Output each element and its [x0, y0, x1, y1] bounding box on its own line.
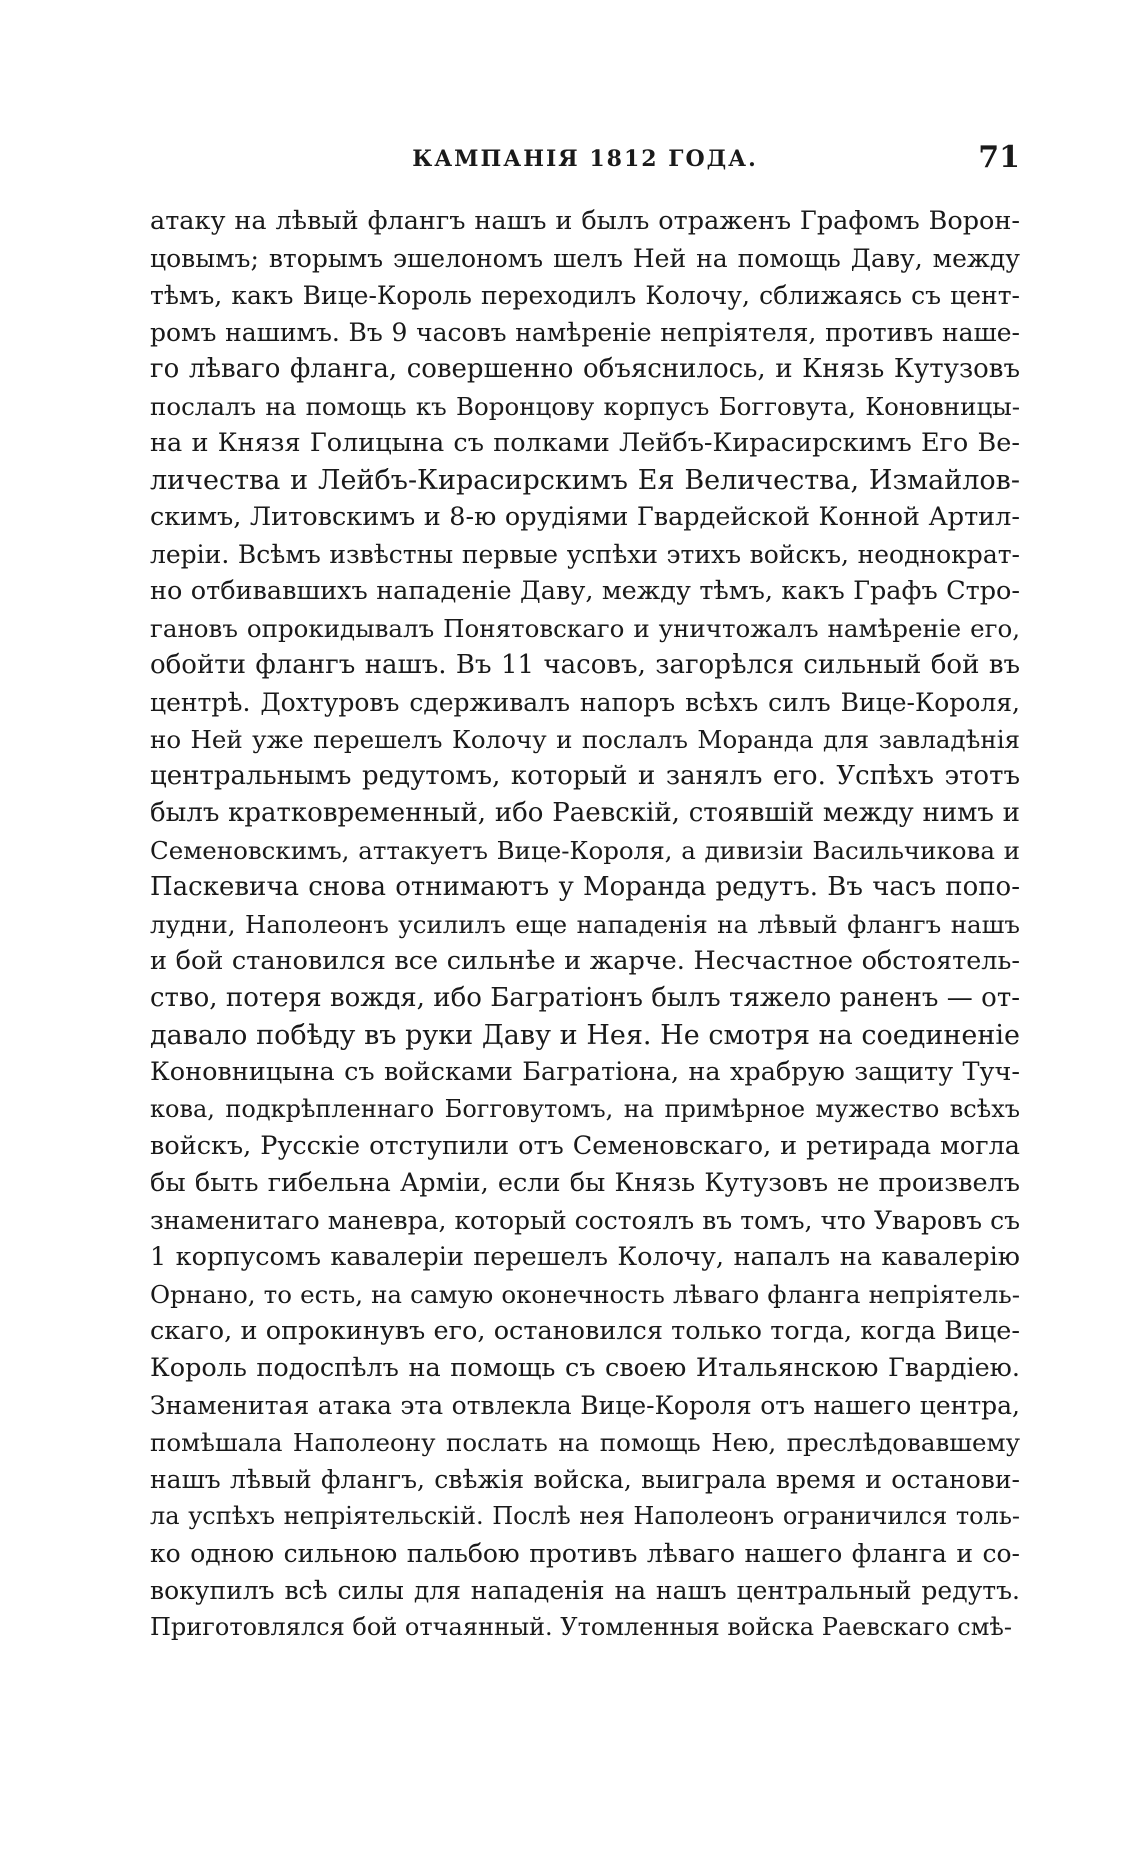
text-line: Король подоспѣлъ на помощь съ своею Итальянскою Гвардіею.	[150, 1353, 1020, 1383]
text-line: центральнымъ редутомъ, который и занялъ его. Успѣхъ этотъ	[150, 761, 1020, 791]
text-line: го лѣваго фланга, совершенно объяснилось, и Князь Кутузовъ	[150, 354, 1020, 384]
body-text	[150, 203, 1020, 1646]
text-line: атаку на лѣвый флангъ нашъ и былъ отраженъ Графомъ Ворон-	[150, 206, 1020, 236]
page-number: 71	[978, 140, 1020, 175]
text-line: Приготовлялся бой отчаянный. Утомленныя войска Раевскаго смѣ-	[150, 1613, 1012, 1641]
text-line: личества и Лейбъ-Кирасирскимъ Ея Величества, Измайлов-	[150, 465, 1020, 496]
text-line: ла успѣхъ непріятельскій. Послѣ нея Наполеонъ ограничился толь-	[150, 1502, 1020, 1530]
text-line: Семеновскимъ, аттакуетъ Вице-Короля, а дивизіи Васильчикова и	[150, 836, 1020, 865]
text-line: Орнано, то есть, на самую оконечность лѣваго фланга непріятель-	[150, 1280, 1020, 1309]
text-line: скаго, и опрокинувъ его, остановился только тогда, когда Вице-	[150, 1316, 1020, 1346]
running-title: КАМПАНІЯ 1812 ГОДА.	[412, 146, 758, 172]
text-line: послалъ на помощь къ Воронцову корпусъ Богговута, Коновницы-	[150, 392, 1020, 421]
text-line: вокупилъ всѣ силы для нападенія на нашъ центральный редутъ.	[150, 1576, 1020, 1605]
text-line: давало побѣду въ руки Даву и Нея. Не смотря на соединеніе	[150, 1020, 1020, 1051]
running-head	[150, 140, 1020, 180]
text-line: цовымъ; вторымъ эшелономъ шелъ Ней на помощь Даву, между	[150, 244, 1020, 273]
text-line: войскъ, Русскіе отступили отъ Семеновскаго, и ретирада могла	[150, 1131, 1020, 1161]
text-line: на и Князя Голицына съ полками Лейбъ-Кирасирскимъ Его Ве-	[150, 428, 1020, 458]
text-line: обойти флангъ нашъ. Въ 11 часовъ, загорѣлся сильный бой въ	[150, 650, 1020, 680]
text-line: нашъ лѣвый флангъ, свѣжія войска, выиграла время и останови-	[150, 1465, 1020, 1494]
text-line: Паскевича снова отнимаютъ у Моранда редутъ. Въ часъ попо-	[150, 872, 1020, 902]
text-line: и бой становился все сильнѣе и жарче. Несчастное обстоятель-	[150, 946, 1020, 976]
text-line: Знаменитая атака эта отвлекла Вице-Короля отъ нашего центра,	[150, 1391, 1020, 1420]
text-line: 1 корпусомъ кавалеріи перешелъ Колочу, напалъ на кавалерію	[150, 1242, 1020, 1272]
text-line: но Ней уже перешелъ Колочу и послалъ Моранда для завладѣнія	[150, 725, 1020, 754]
text-line: центрѣ. Дохтуровъ сдерживалъ напоръ всѣхъ силъ Вице-Короля,	[150, 688, 1020, 717]
text-line: скимъ, Литовскимъ и 8-ю орудіями Гвардейской Конной Артил-	[150, 502, 1020, 532]
text-line: лудни, Наполеонъ усилилъ еще нападенія на лѣвый флангъ нашъ	[150, 910, 1020, 939]
text-line: знаменитаго маневра, который состоялъ въ томъ, что Уваровъ съ	[150, 1206, 1020, 1235]
text-line: ко одною сильною пальбою противъ лѣваго нашего фланга и со-	[150, 1539, 1020, 1568]
text-line: ство, потеря вождя, ибо Багратіонъ былъ тяжело раненъ — от-	[150, 983, 1020, 1013]
text-line: ромъ нашимъ. Въ 9 часовъ намѣреніе непріятеля, противъ наше-	[150, 318, 1020, 347]
text-line: былъ кратковременный, ибо Раевскій, стоявшій между нимъ и	[150, 798, 1020, 828]
text-line: леріи. Всѣмъ извѣстны первые успѣхи этихъ войскъ, неоднократ-	[150, 540, 1020, 569]
text-line: кова, подкрѣпленнаго Богговутомъ, на примѣрное мужество всѣхъ	[150, 1095, 1020, 1123]
text-line: бы быть гибельна Арміи, если бы Князь Кутузовъ не произвелъ	[150, 1168, 1020, 1198]
text-line: Коновницына съ войсками Багратіона, на храбрую защиту Туч-	[150, 1057, 1020, 1087]
text-line: гановъ опрокидывалъ Понятовскаго и уничтожалъ намѣреніе его,	[150, 614, 1020, 643]
text-line: тѣмъ, какъ Вице-Король переходилъ Колочу, сближаясь съ цент-	[150, 281, 1020, 310]
text-line: помѣшала Наполеону послать на помощь Нею, преслѣдовавшему	[150, 1428, 1020, 1457]
text-line: но отбивавшихъ нападеніе Даву, между тѣмъ, какъ Графъ Стро-	[150, 576, 1020, 606]
